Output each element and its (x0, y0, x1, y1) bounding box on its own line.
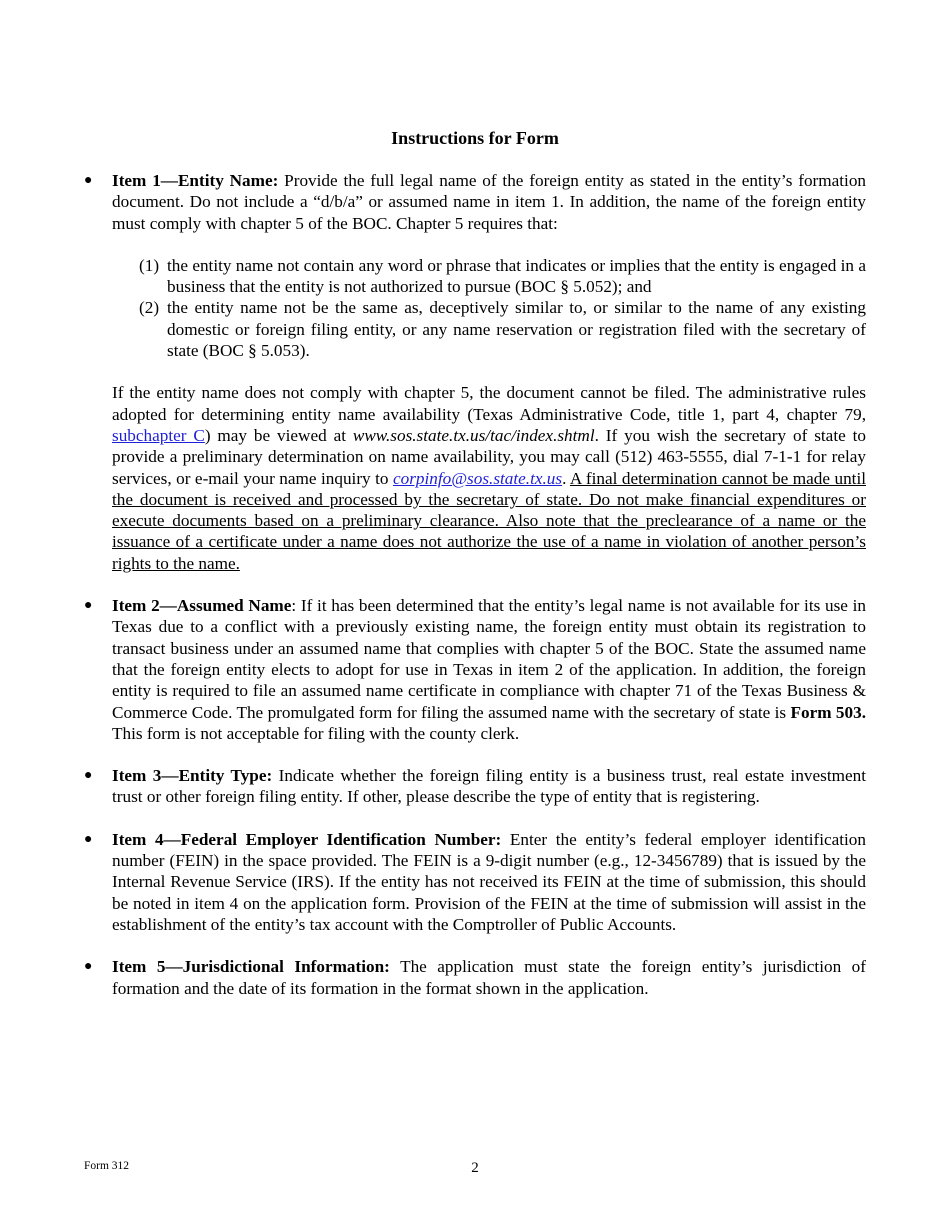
name-availability-paragraph (112, 382, 866, 574)
item-1 (84, 170, 867, 574)
bullet-icon: ● (84, 831, 93, 847)
para-text-3: . If you wish the secretary of state to provide a preliminary determination on name availability, you may call (512) 463-5555, dial 7-1-1 for relay services, or e-mail your name inquiry to (112, 425, 866, 488)
item-4-heading: Item 4—Federal Employer Identification Number: (112, 829, 502, 849)
bullet-icon: ● (84, 598, 93, 614)
bullet-icon: ● (84, 768, 93, 784)
para-text-1: If the entity name does not comply with chapter 5, the document cannot be filed. The administrative rules adopted for determining entity name availability (Texas Administrative Code, title 1, part 4, chapter 79, (112, 383, 866, 424)
form-label: Form 312 (84, 1160, 130, 1172)
para-text-4: . (562, 468, 570, 488)
email-link[interactable]: corpinfo@sos.state.tx.us (393, 468, 563, 488)
item-2-heading: Item 2—Assumed Name (112, 596, 292, 616)
requirement-1-number: (1) (139, 255, 160, 275)
instructions-content (84, 170, 867, 1020)
requirement-1-text: the entity name not contain any word or phrase that indicates or implies that the entity is engaged in a business that the entity is not authorized to pursue (BOC § 5.052); and (167, 255, 866, 297)
item-2-text-2: This form is not acceptable for filing with the county clerk. (112, 723, 520, 743)
requirement-2-number: (2) (139, 298, 160, 318)
form-503-reference: Form 503. (790, 702, 866, 722)
bullet-icon: ● (84, 173, 93, 188)
item-1-heading: Item 1—Entity Name: (112, 171, 279, 190)
requirement-2 (112, 297, 866, 361)
item-4-text: Enter the entity’s federal employer identification number (FEIN) in the space provided. The FEIN is a 9-digit number (e.g., 12-3456789) that is issued by the Internal Revenue Service (IRS). If the entity has not received its FEIN at the time of submission, this should be noted in item 4 on the application form. Provision of the FEIN at the time of submission will assist in the establishment of the entity’s tax account with the Comptroller of Public Accounts. (112, 829, 866, 934)
item-4 (84, 829, 866, 935)
item-3 (84, 765, 866, 808)
page-title: Instructions for Form (391, 128, 559, 148)
item-2 (84, 595, 867, 744)
item-5-text: The application must state the foreign entity’s jurisdiction of formation and the date of its formation in the format shown in the application. (112, 957, 866, 998)
bullet-icon: ● (84, 959, 93, 975)
subchapter-c-link[interactable]: subchapter C (112, 425, 205, 445)
item-1-text: Provide the full legal name of the foreign entity as stated in the entity’s formation document. Do not include a “d/b/a” or assumed name in item 1. In addition, the name of the foreign entity must comply with chapter 5 of the BOC. Chapter 5 requires that: (112, 171, 867, 233)
requirements-list (112, 255, 866, 361)
final-determination-notice: A final determination cannot be made until the document is received and processed by the secretary of state. Do not make financial expenditures or execute documents based on a preliminary clearance. Also note that the preclearance of a name or the issuance of a certificate under a name does not authorize the use of a name in violation of another person’s rights to the name. (112, 468, 866, 573)
para-text-2: ) may be viewed at (204, 425, 353, 445)
item-5-heading: Item 5—Jurisdictional Information: (112, 957, 390, 977)
requirement-1 (112, 255, 866, 298)
tac-url: www.sos.state.tx.us/tac/index.shtml (352, 425, 595, 445)
item-5 (84, 956, 866, 999)
item-2-text-1: : If it has been determined that the entity’s legal name is not available for its use in Texas due to a conflict with a previously existing name, the foreign entity must obtain its registration to transact business under an assumed name that complies with chapter 5 of the BOC. State the assumed name that the foreign entity elects to adopt for use in Texas in item 2 of the application. In addition, the foreign entity is required to file an assumed name certificate in compliance with chapter 71 of the Texas Business & Commerce Code. The promulgated form for filing the assumed name with the secretary of state is (112, 596, 867, 722)
requirement-2-text: the entity name not be the same as, deceptively similar to, or similar to the name of any existing domestic or foreign filing entity, or any name reservation or registration filed with the secretary of state (BOC § 5.053). (167, 298, 866, 361)
item-3-text: Indicate whether the foreign filing entity is a business trust, real estate investment trust or other foreign filing entity. If other, please describe the type of entity that is registering. (112, 766, 866, 807)
item-3-heading: Item 3—Entity Type: (112, 766, 273, 786)
page-number: 2 (471, 1160, 479, 1176)
